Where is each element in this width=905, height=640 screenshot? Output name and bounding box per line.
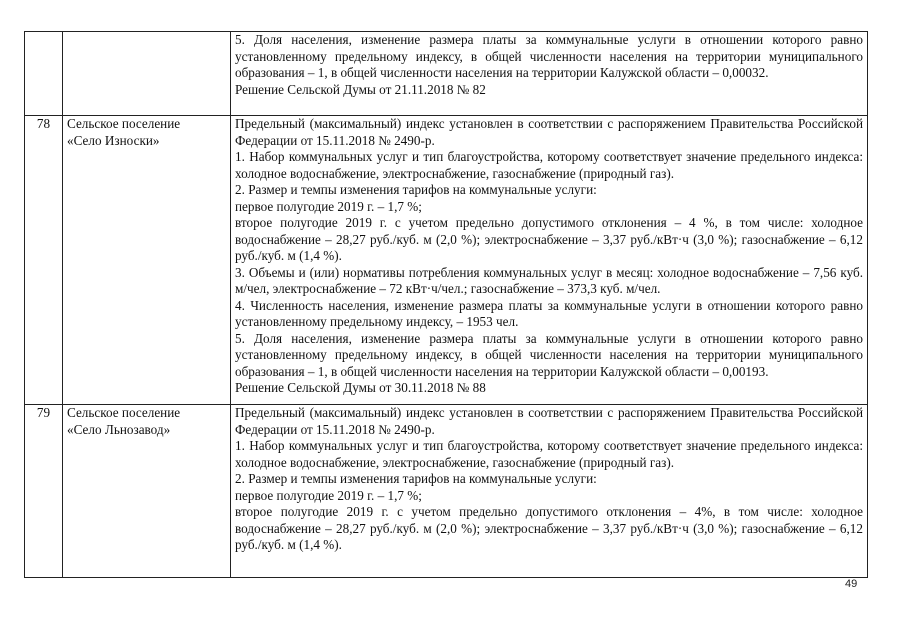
- decision-reference: Решение Сельской Думы от 30.11.2018 № 88: [235, 380, 486, 395]
- paragraph: Предельный (максимальный) индекс установлен в соответствии с распоряжением Правительства Российской Федерации от 15.11.2018 № 2490-р.: [235, 116, 863, 148]
- municipality-name-cell: [63, 116, 231, 405]
- paragraph: 3. Объемы и (или) нормативы потребления коммунальных услуг в месяц: холодное водоснабжение – 7,56 куб. м/чел, электроснабжение – 72 кВт·ч/чел.; газоснабжение – 373,3 куб. м/чел.: [235, 264, 863, 296]
- table-row: [25, 405, 868, 578]
- paragraph: второе полугодие 2019 г. с учетом предельно допустимого отклонения – 4 %, в том числе: холодное водоснабжение – 28,27 руб./куб. м (2,0 %); электроснабжение – 3,37 руб./кВт·ч (3,0 %); газоснабжение – 6,12 руб./куб. м (1,4 %).: [235, 215, 863, 263]
- paragraph: 5. Доля населения, изменение размера платы за коммунальные услуги в отношении которого равно установленному предельному индексу, в общей численности населения на территории муниципального образования – 1, в общей численности населения на территории Калужской области – 0,00032.: [235, 32, 863, 80]
- municipalities-table: [24, 31, 868, 578]
- municipality-name: «Село Льнозавод»: [67, 421, 171, 437]
- paragraph: Предельный (максимальный) индекс установлен в соответствии с распоряжением Правительства Российской Федерации от 15.11.2018 № 2490-р.: [235, 405, 863, 437]
- municipality-type: Сельское поселение: [67, 405, 181, 420]
- row-number-cell: [25, 32, 63, 116]
- paragraph: 1. Набор коммунальных услуг и тип благоустройства, которому соответствует значение предельного индекса: холодное водоснабжение, электроснабжение, газоснабжение (природный газ).: [235, 149, 863, 181]
- paragraph: первое полугодие 2019 г. – 1,7 %;: [235, 198, 422, 214]
- municipality-type: Сельское поселение: [67, 116, 181, 131]
- municipality-name-cell: [63, 405, 231, 578]
- paragraph: первое полугодие 2019 г. – 1,7 %;: [235, 487, 422, 503]
- paragraph: 2. Размер и темпы изменения тарифов на коммунальные услуги:: [235, 182, 597, 197]
- paragraph: 2. Размер и темпы изменения тарифов на коммунальные услуги:: [235, 471, 597, 486]
- table-row: [25, 116, 868, 405]
- municipality-name-cell: [63, 32, 231, 116]
- paragraph: 1. Набор коммунальных услуг и тип благоустройства, которому соответствует значение предельного индекса: холодное водоснабжение, электроснабжение, газоснабжение (природный газ).: [235, 438, 863, 470]
- decision-reference: Решение Сельской Думы от 21.11.2018 № 82: [235, 81, 486, 97]
- description-cell: [231, 116, 868, 405]
- page-number: 49: [845, 578, 858, 590]
- description-cell: [231, 405, 868, 578]
- paragraph: второе полугодие 2019 г. с учетом предельно допустимого отклонения – 4%, в том числе: холодное водоснабжение – 28,27 руб./куб. м (2,0 %); электроснабжение – 3,37 руб./кВт·ч (3,0 %); газоснабжение – 6,12 руб./куб. м (1,4 %).: [235, 504, 863, 552]
- paragraph: 4. Численность населения, изменение размера платы за коммунальные услуги в отношении которого равно установленному предельному индексу, – 1953 чел.: [235, 297, 863, 329]
- municipality-name: «Село Износки»: [67, 132, 160, 148]
- paragraph: 5. Доля населения, изменение размера платы за коммунальные услуги в отношении которого равно установленному предельному индексу, в общей численности населения на территории муниципального образования – 1, в общей численности населения на территории Калужской области – 0,00193.: [235, 330, 863, 379]
- description-cell: [231, 32, 868, 116]
- row-number-cell: 78: [25, 116, 63, 405]
- row-number-cell: 79: [25, 405, 63, 578]
- table-row: [25, 32, 868, 116]
